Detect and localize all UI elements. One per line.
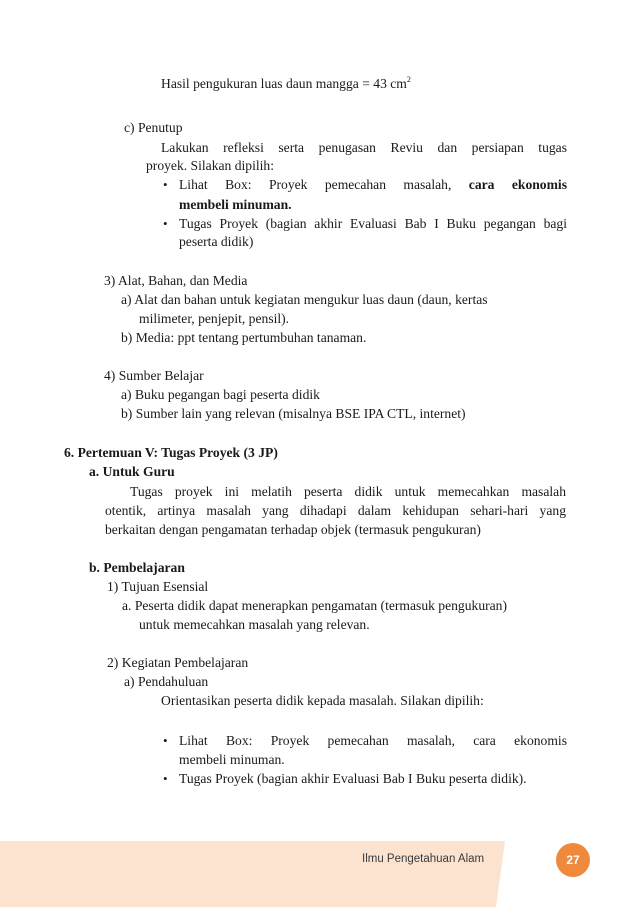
bullet-icon: •: [163, 216, 168, 231]
bullet-icon: •: [163, 771, 168, 786]
sumber-belajar-item-a: a) Buku pegangan bagi peserta didik: [121, 387, 320, 402]
untuk-guru-heading: a. Untuk Guru: [89, 464, 175, 479]
bullet-icon: •: [163, 733, 168, 748]
tujuan-esensial-heading: 1) Tujuan Esensial: [107, 579, 209, 594]
penutup-option-2-cont: peserta didik): [179, 234, 254, 249]
pendahuluan-option-1: Lihat Box: Proyek pemecahan masalah, cara ekonomis: [179, 733, 567, 748]
measurement-result: Hasil pengukuran luas daun mangga = 43 $cm^2$: [161, 75, 411, 91]
alat-bahan-item-a: a) Alat dan bahan untuk kegiatan mengukur luas daun (daun, kertas: [121, 292, 488, 307]
kegiatan-pembelajaran-heading: 2) Kegiatan Pembelajaran: [107, 655, 249, 670]
alat-bahan-item-a-cont: milimeter, penjepit, pensil).: [139, 311, 290, 326]
tujuan-esensial-item-a: a. Peserta didik dapat menerapkan pengamatan (termasuk pengukuran): [122, 598, 508, 613]
page-number-badge: 27: [556, 843, 590, 877]
untuk-guru-text-3: berkaitan dengan pengamatan terhadap objek (termasuk pengukuran): [105, 522, 481, 537]
untuk-guru-text-2: otentik, artinya masalah yang dihadapi dalam kehidupan sehari-hari yang: [105, 503, 566, 518]
alat-bahan-heading: 3) Alat, Bahan, dan Media: [104, 273, 248, 288]
penutup-option-1: Lihat Box: Proyek pemecahan masalah, cara ekonomis: [179, 177, 567, 192]
penutup-text-1: Lakukan refleksi serta penugasan Reviu dan persiapan tugas: [161, 140, 567, 155]
sumber-belajar-item-b: b) Sumber lain yang relevan (misalnya BSE IPA CTL, internet): [121, 406, 466, 421]
penutup-heading: c) Penutup: [124, 120, 183, 135]
pendahuluan-option-2: Tugas Proyek (bagian akhir Evaluasi Bab I Buku peserta didik).: [179, 771, 527, 786]
alat-bahan-item-b: b) Media: ppt tentang pertumbuhan tanaman.: [121, 330, 367, 345]
section-heading-pertemuan-v: 6. Pertemuan V: Tugas Proyek (3 JP): [64, 445, 278, 460]
untuk-guru-text-1: Tugas proyek ini melatih peserta didik untuk memecahkan masalah: [130, 484, 566, 499]
pendahuluan-text: Orientasikan peserta didik kepada masalah. Silakan dipilih:: [161, 693, 484, 708]
sumber-belajar-heading: 4) Sumber Belajar: [104, 368, 204, 383]
book-title: Ilmu Pengetahuan Alam: [362, 853, 485, 865]
penutup-text-2: proyek. Silakan dipilih:: [146, 158, 274, 173]
footer-band: [0, 841, 638, 907]
penutup-option-2: Tugas Proyek (bagian akhir Evaluasi Bab I Buku pegangan bagi: [179, 216, 567, 231]
pendahuluan-heading: a) Pendahuluan: [124, 674, 209, 689]
pendahuluan-option-1-cont: membeli minuman.: [179, 752, 285, 767]
pembelajaran-heading: b. Pembelajaran: [89, 560, 185, 575]
tujuan-esensial-item-a-cont: untuk memecahkan masalah yang relevan.: [139, 617, 370, 632]
bullet-icon: •: [163, 177, 168, 192]
penutup-option-1-cont: membeli minuman.: [179, 197, 292, 212]
